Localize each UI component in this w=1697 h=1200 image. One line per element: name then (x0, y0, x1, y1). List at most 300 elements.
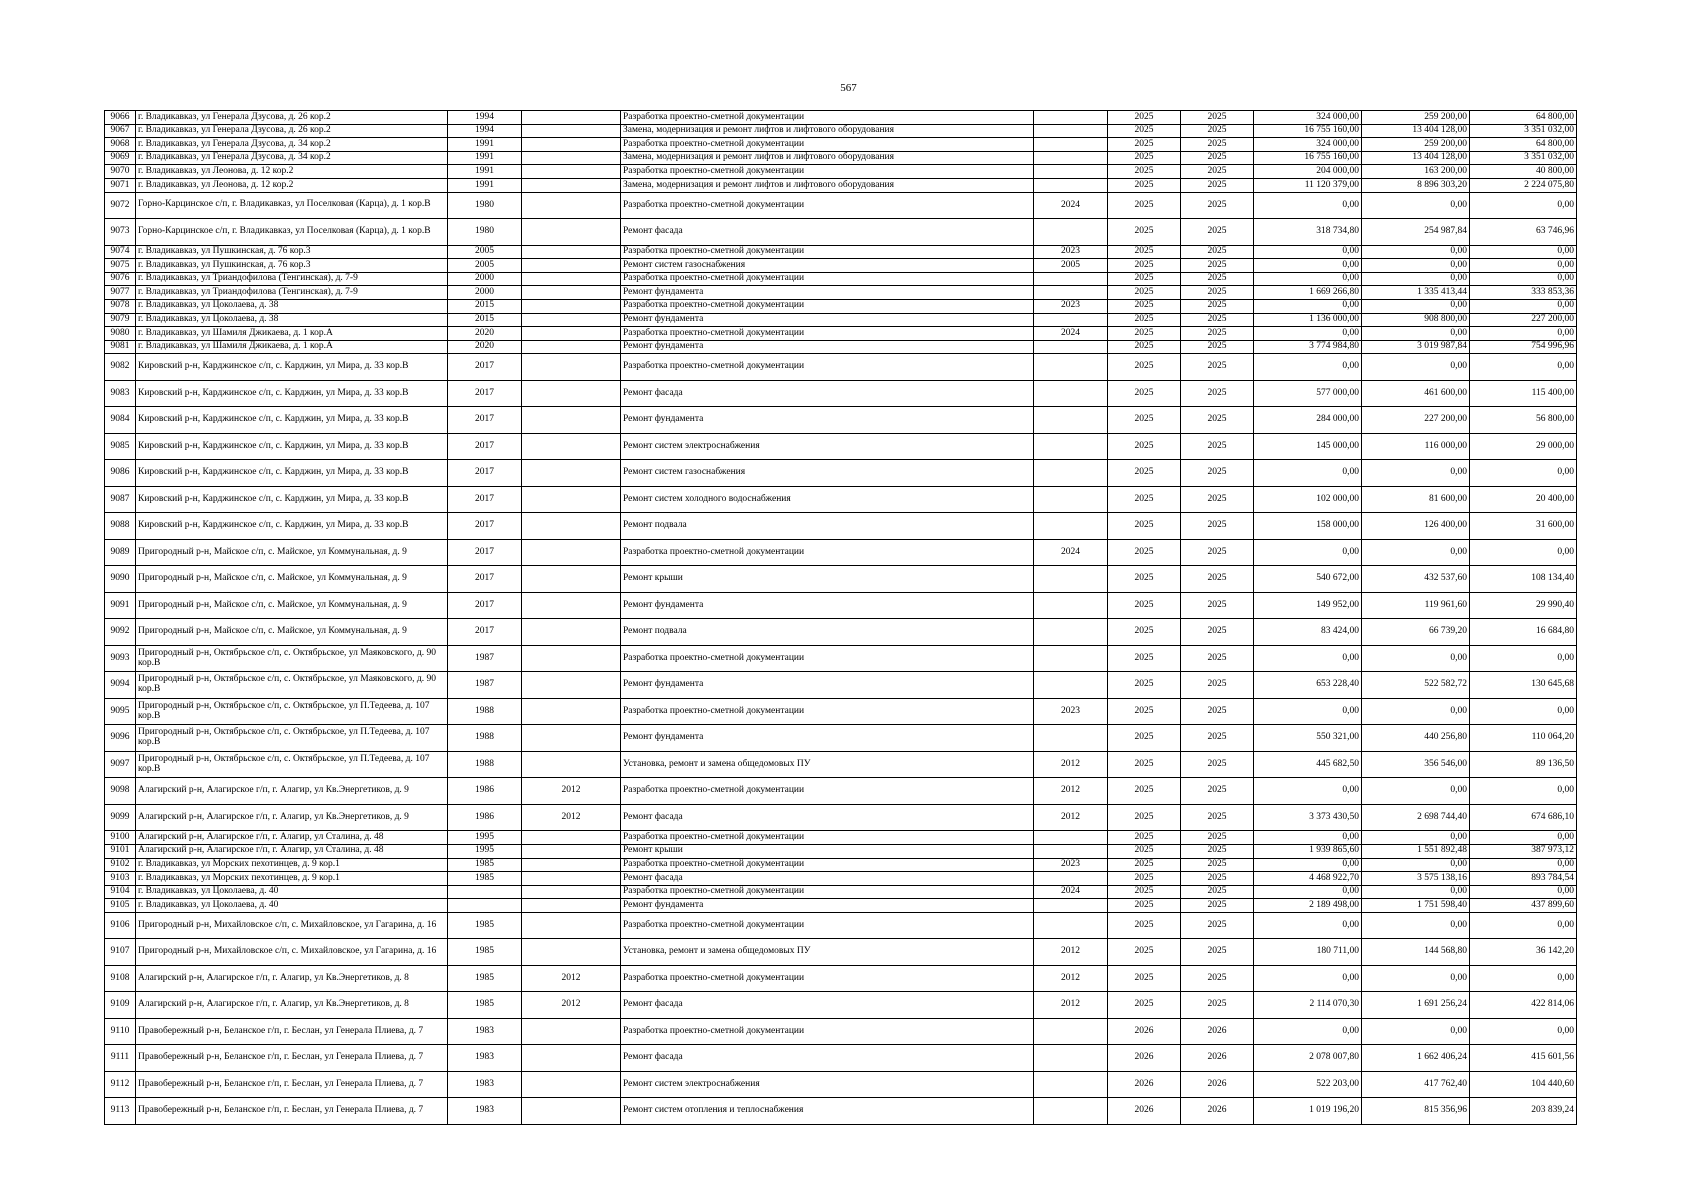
plan-end-year-cell: 2025 (1181, 327, 1254, 341)
total-cost-cell: 4 468 922,70 (1254, 872, 1362, 886)
owner-share-cell: 115 400,00 (1470, 380, 1577, 407)
plan-end-year-cell: 2025 (1181, 872, 1254, 886)
total-cost-cell: 0,00 (1254, 272, 1362, 286)
address-cell: г. Владикавказ, ул Морских пехотинцев, д. 9 кор.1 (136, 872, 448, 886)
address-cell: Кировский р-н, Карджинское с/п, с. Карджин, ул Мира, д. 33 кор.В (136, 407, 448, 434)
row-number: 9078 (105, 299, 136, 313)
work-year-cell (1034, 645, 1108, 672)
plan-start-year-cell: 2025 (1108, 725, 1181, 752)
table-row (105, 645, 1577, 672)
fund-share-cell: 0,00 (1362, 272, 1470, 286)
total-cost-cell: 204 000,00 (1254, 165, 1362, 179)
row-number: 9084 (105, 407, 136, 434)
work-type-cell: Замена, модернизация и ремонт лифтов и лифтового оборудования (621, 151, 1034, 165)
plan-end-year-cell: 2025 (1181, 138, 1254, 152)
work-type-cell: Разработка проектно-сметной документации (621, 354, 1034, 381)
total-cost-cell: 0,00 (1254, 698, 1362, 725)
owner-share-cell: 0,00 (1470, 192, 1577, 219)
address-cell: Алагирский р-н, Алагирское г/п, г. Алагир, ул Кв.Энергетиков, д. 9 (136, 804, 448, 831)
address-cell: Пригородный р-н, Михайловское с/п, с. Михайловское, ул Гагарина, д. 16 (136, 912, 448, 939)
address-cell: Алагирский р-н, Алагирское г/п, г. Алагир, ул Кв.Энергетиков, д. 9 (136, 778, 448, 805)
owner-share-cell: 108 134,40 (1470, 566, 1577, 593)
last-repair-year-cell (522, 912, 621, 939)
plan-start-year-cell: 2026 (1108, 1018, 1181, 1045)
commission-year-cell: 1991 (448, 178, 522, 192)
plan-end-year-cell: 2025 (1181, 751, 1254, 778)
plan-start-year-cell: 2025 (1108, 460, 1181, 487)
fund-share-cell: 0,00 (1362, 965, 1470, 992)
table-row (105, 725, 1577, 752)
owner-share-cell: 110 064,20 (1470, 725, 1577, 752)
commission-year-cell: 1987 (448, 672, 522, 699)
owner-share-cell: 0,00 (1470, 778, 1577, 805)
total-cost-cell: 102 000,00 (1254, 486, 1362, 513)
plan-start-year-cell: 2025 (1108, 592, 1181, 619)
row-number: 9113 (105, 1098, 136, 1125)
work-type-cell: Разработка проектно-сметной документации (621, 698, 1034, 725)
commission-year-cell: 1985 (448, 965, 522, 992)
total-cost-cell: 0,00 (1254, 858, 1362, 872)
address-cell: г. Владикавказ, ул Цоколаева, д. 40 (136, 885, 448, 899)
last-repair-year-cell (522, 245, 621, 259)
work-type-cell: Ремонт фундамента (621, 592, 1034, 619)
address-cell: Пригородный р-н, Октябрьское с/п, с. Октябрьское, ул П.Тедеева, д. 107 кор.В (136, 698, 448, 725)
plan-end-year-cell: 2025 (1181, 844, 1254, 858)
work-year-cell (1034, 619, 1108, 646)
address-cell: г. Владикавказ, ул Шамиля Джикаева, д. 1 кор.А (136, 327, 448, 341)
address-cell: г. Владикавказ, ул Триандофилова (Тенгинская), д. 7-9 (136, 286, 448, 300)
work-type-cell: Разработка проектно-сметной документации (621, 327, 1034, 341)
row-number: 9107 (105, 939, 136, 966)
plan-start-year-cell: 2025 (1108, 872, 1181, 886)
plan-start-year-cell: 2025 (1108, 539, 1181, 566)
address-cell: Кировский р-н, Карджинское с/п, с. Карджин, ул Мира, д. 33 кор.В (136, 513, 448, 540)
fund-share-cell: 13 404 128,00 (1362, 124, 1470, 138)
last-repair-year-cell (522, 672, 621, 699)
plan-end-year-cell: 2025 (1181, 899, 1254, 913)
last-repair-year-cell (522, 513, 621, 540)
address-cell: Алагирский р-н, Алагирское г/п, г. Алагир, ул Кв.Энергетиков, д. 8 (136, 965, 448, 992)
plan-end-year-cell: 2025 (1181, 619, 1254, 646)
plan-end-year-cell: 2026 (1181, 1018, 1254, 1045)
commission-year-cell: 2005 (448, 245, 522, 259)
commission-year-cell: 2015 (448, 299, 522, 313)
work-year-cell: 2023 (1034, 698, 1108, 725)
commission-year-cell: 2017 (448, 539, 522, 566)
row-number: 9108 (105, 965, 136, 992)
fund-share-cell: 116 000,00 (1362, 433, 1470, 460)
plan-end-year-cell: 2026 (1181, 1098, 1254, 1125)
plan-end-year-cell: 2025 (1181, 165, 1254, 179)
work-type-cell: Ремонт систем отопления и теплоснабжения (621, 1098, 1034, 1125)
table-row (105, 313, 1577, 327)
commission-year-cell: 1985 (448, 858, 522, 872)
commission-year-cell: 2017 (448, 354, 522, 381)
last-repair-year-cell (522, 872, 621, 886)
owner-share-cell: 36 142,20 (1470, 939, 1577, 966)
table-row (105, 566, 1577, 593)
total-cost-cell: 2 189 498,00 (1254, 899, 1362, 913)
total-cost-cell: 540 672,00 (1254, 566, 1362, 593)
commission-year-cell: 2000 (448, 286, 522, 300)
work-year-cell (1034, 912, 1108, 939)
commission-year-cell: 2017 (448, 619, 522, 646)
work-year-cell (1034, 165, 1108, 179)
address-cell: Кировский р-н, Карджинское с/п, с. Карджин, ул Мира, д. 33 кор.В (136, 460, 448, 487)
work-type-cell: Разработка проектно-сметной документации (621, 965, 1034, 992)
plan-end-year-cell: 2025 (1181, 778, 1254, 805)
commission-year-cell: 2000 (448, 272, 522, 286)
address-cell: Пригородный р-н, Майское с/п, с. Майское, ул Коммунальная, д. 9 (136, 566, 448, 593)
plan-start-year-cell: 2025 (1108, 286, 1181, 300)
fund-share-cell: 13 404 128,00 (1362, 151, 1470, 165)
total-cost-cell: 0,00 (1254, 299, 1362, 313)
plan-end-year-cell: 2025 (1181, 725, 1254, 752)
owner-share-cell: 0,00 (1470, 645, 1577, 672)
work-type-cell: Ремонт фасада (621, 1045, 1034, 1072)
total-cost-cell: 577 000,00 (1254, 380, 1362, 407)
plan-start-year-cell: 2025 (1108, 513, 1181, 540)
owner-share-cell: 104 440,60 (1470, 1071, 1577, 1098)
owner-share-cell: 415 601,56 (1470, 1045, 1577, 1072)
fund-share-cell: 432 537,60 (1362, 566, 1470, 593)
work-type-cell: Ремонт систем газоснабжения (621, 259, 1034, 273)
owner-share-cell: 0,00 (1470, 460, 1577, 487)
table-row (105, 698, 1577, 725)
address-cell: г. Владикавказ, ул Шамиля Джикаева, д. 1 кор.А (136, 340, 448, 354)
work-year-cell (1034, 219, 1108, 246)
plan-end-year-cell: 2025 (1181, 486, 1254, 513)
plan-end-year-cell: 2025 (1181, 672, 1254, 699)
fund-share-cell: 0,00 (1362, 354, 1470, 381)
commission-year-cell: 1994 (448, 124, 522, 138)
plan-end-year-cell: 2025 (1181, 245, 1254, 259)
plan-start-year-cell: 2026 (1108, 1045, 1181, 1072)
work-type-cell: Замена, модернизация и ремонт лифтов и лифтового оборудования (621, 124, 1034, 138)
fund-share-cell: 356 546,00 (1362, 751, 1470, 778)
work-type-cell: Разработка проектно-сметной документации (621, 138, 1034, 152)
last-repair-year-cell (522, 939, 621, 966)
fund-share-cell: 440 256,80 (1362, 725, 1470, 752)
work-type-cell: Ремонт систем холодного водоснабжения (621, 486, 1034, 513)
work-type-cell: Разработка проектно-сметной документации (621, 885, 1034, 899)
plan-start-year-cell: 2025 (1108, 433, 1181, 460)
work-type-cell: Ремонт фасада (621, 804, 1034, 831)
table-row (105, 138, 1577, 152)
work-type-cell: Разработка проектно-сметной документации (621, 858, 1034, 872)
plan-end-year-cell: 2025 (1181, 299, 1254, 313)
total-cost-cell: 0,00 (1254, 192, 1362, 219)
row-number: 9077 (105, 286, 136, 300)
owner-share-cell: 437 899,60 (1470, 899, 1577, 913)
last-repair-year-cell (522, 178, 621, 192)
total-cost-cell: 653 228,40 (1254, 672, 1362, 699)
work-type-cell: Разработка проектно-сметной документации (621, 165, 1034, 179)
work-type-cell: Ремонт фасада (621, 872, 1034, 886)
commission-year-cell: 1983 (448, 1018, 522, 1045)
row-number: 9103 (105, 872, 136, 886)
plan-start-year-cell: 2025 (1108, 178, 1181, 192)
work-year-cell (1034, 1098, 1108, 1125)
plan-start-year-cell: 2025 (1108, 619, 1181, 646)
last-repair-year-cell (522, 165, 621, 179)
owner-share-cell: 674 686,10 (1470, 804, 1577, 831)
owner-share-cell: 893 784,54 (1470, 872, 1577, 886)
owner-share-cell: 3 351 032,00 (1470, 151, 1577, 165)
plan-start-year-cell: 2025 (1108, 698, 1181, 725)
plan-start-year-cell: 2025 (1108, 165, 1181, 179)
work-year-cell: 2023 (1034, 299, 1108, 313)
total-cost-cell: 0,00 (1254, 1018, 1362, 1045)
address-cell: Пригородный р-н, Михайловское с/п, с. Михайловское, ул Гагарина, д. 16 (136, 939, 448, 966)
plan-end-year-cell: 2025 (1181, 858, 1254, 872)
total-cost-cell: 11 120 379,00 (1254, 178, 1362, 192)
commission-year-cell: 1991 (448, 151, 522, 165)
owner-share-cell: 0,00 (1470, 259, 1577, 273)
plan-end-year-cell: 2025 (1181, 831, 1254, 845)
commission-year-cell: 1991 (448, 138, 522, 152)
work-year-cell: 2023 (1034, 245, 1108, 259)
work-type-cell: Разработка проектно-сметной документации (621, 272, 1034, 286)
last-repair-year-cell (522, 111, 621, 125)
total-cost-cell: 550 321,00 (1254, 725, 1362, 752)
last-repair-year-cell (522, 619, 621, 646)
total-cost-cell: 145 000,00 (1254, 433, 1362, 460)
fund-share-cell: 0,00 (1362, 245, 1470, 259)
table-row (105, 858, 1577, 872)
last-repair-year-cell (522, 1018, 621, 1045)
plan-end-year-cell: 2025 (1181, 340, 1254, 354)
fund-share-cell: 0,00 (1362, 1018, 1470, 1045)
fund-share-cell: 461 600,00 (1362, 380, 1470, 407)
owner-share-cell: 63 746,96 (1470, 219, 1577, 246)
plan-start-year-cell: 2025 (1108, 327, 1181, 341)
table-row (105, 192, 1577, 219)
owner-share-cell: 203 839,24 (1470, 1098, 1577, 1125)
fund-share-cell: 259 200,00 (1362, 111, 1470, 125)
address-cell: г. Владикавказ, ул Генерала Дзусова, д. 26 кор.2 (136, 124, 448, 138)
total-cost-cell: 324 000,00 (1254, 138, 1362, 152)
work-year-cell (1034, 313, 1108, 327)
row-number: 9088 (105, 513, 136, 540)
last-repair-year-cell (522, 831, 621, 845)
row-number: 9093 (105, 645, 136, 672)
table-row (105, 327, 1577, 341)
fund-share-cell: 1 691 256,24 (1362, 992, 1470, 1019)
last-repair-year-cell (522, 1045, 621, 1072)
plan-start-year-cell: 2025 (1108, 844, 1181, 858)
commission-year-cell (448, 899, 522, 913)
work-year-cell (1034, 1018, 1108, 1045)
owner-share-cell: 2 224 075,80 (1470, 178, 1577, 192)
row-number: 9072 (105, 192, 136, 219)
work-year-cell: 2024 (1034, 192, 1108, 219)
commission-year-cell: 1994 (448, 111, 522, 125)
fund-share-cell: 1 662 406,24 (1362, 1045, 1470, 1072)
row-number: 9105 (105, 899, 136, 913)
owner-share-cell: 0,00 (1470, 272, 1577, 286)
work-year-cell: 2024 (1034, 327, 1108, 341)
row-number: 9099 (105, 804, 136, 831)
table-row (105, 178, 1577, 192)
register-table-body (105, 111, 1577, 1125)
work-type-cell: Ремонт крыши (621, 844, 1034, 858)
row-number: 9110 (105, 1018, 136, 1045)
owner-share-cell: 3 351 032,00 (1470, 124, 1577, 138)
fund-share-cell: 522 582,72 (1362, 672, 1470, 699)
work-year-cell: 2012 (1034, 778, 1108, 805)
plan-end-year-cell: 2025 (1181, 259, 1254, 273)
commission-year-cell: 2017 (448, 486, 522, 513)
work-type-cell: Замена, модернизация и ремонт лифтов и лифтового оборудования (621, 178, 1034, 192)
fund-share-cell: 119 961,60 (1362, 592, 1470, 619)
last-repair-year-cell (522, 899, 621, 913)
fund-share-cell: 81 600,00 (1362, 486, 1470, 513)
address-cell: г. Владикавказ, ул Леонова, д. 12 кор.2 (136, 165, 448, 179)
last-repair-year-cell: 2012 (522, 778, 621, 805)
fund-share-cell: 417 762,40 (1362, 1071, 1470, 1098)
work-type-cell: Разработка проектно-сметной документации (621, 1018, 1034, 1045)
commission-year-cell: 1980 (448, 219, 522, 246)
fund-share-cell: 0,00 (1362, 698, 1470, 725)
total-cost-cell: 0,00 (1254, 831, 1362, 845)
row-number: 9112 (105, 1071, 136, 1098)
commission-year-cell: 1988 (448, 698, 522, 725)
work-type-cell: Ремонт подвала (621, 619, 1034, 646)
plan-end-year-cell: 2025 (1181, 460, 1254, 487)
plan-start-year-cell: 2025 (1108, 566, 1181, 593)
work-year-cell (1034, 124, 1108, 138)
total-cost-cell: 2 078 007,80 (1254, 1045, 1362, 1072)
owner-share-cell: 0,00 (1470, 912, 1577, 939)
plan-end-year-cell: 2025 (1181, 111, 1254, 125)
commission-year-cell: 1983 (448, 1045, 522, 1072)
table-row (105, 219, 1577, 246)
plan-start-year-cell: 2025 (1108, 340, 1181, 354)
owner-share-cell: 0,00 (1470, 885, 1577, 899)
work-type-cell: Разработка проектно-сметной документации (621, 912, 1034, 939)
commission-year-cell: 1988 (448, 725, 522, 752)
address-cell: г. Владикавказ, ул Леонова, д. 12 кор.2 (136, 178, 448, 192)
work-type-cell: Разработка проектно-сметной документации (621, 111, 1034, 125)
table-row (105, 259, 1577, 273)
total-cost-cell: 180 711,00 (1254, 939, 1362, 966)
total-cost-cell: 0,00 (1254, 327, 1362, 341)
work-year-cell (1034, 899, 1108, 913)
fund-share-cell: 0,00 (1362, 912, 1470, 939)
commission-year-cell: 2017 (448, 566, 522, 593)
work-year-cell (1034, 151, 1108, 165)
work-year-cell (1034, 178, 1108, 192)
plan-start-year-cell: 2025 (1108, 885, 1181, 899)
row-number: 9066 (105, 111, 136, 125)
last-repair-year-cell (522, 299, 621, 313)
work-type-cell: Ремонт фундамента (621, 407, 1034, 434)
commission-year-cell: 1985 (448, 992, 522, 1019)
address-cell: г. Владикавказ, ул Пушкинская, д. 76 кор.3 (136, 259, 448, 273)
fund-share-cell: 227 200,00 (1362, 407, 1470, 434)
fund-share-cell: 126 400,00 (1362, 513, 1470, 540)
plan-end-year-cell: 2025 (1181, 592, 1254, 619)
commission-year-cell: 1986 (448, 804, 522, 831)
address-cell: Кировский р-н, Карджинское с/п, с. Карджин, ул Мира, д. 33 кор.В (136, 354, 448, 381)
work-year-cell (1034, 111, 1108, 125)
address-cell: г. Владикавказ, ул Цоколаева, д. 38 (136, 313, 448, 327)
total-cost-cell: 0,00 (1254, 885, 1362, 899)
work-year-cell (1034, 460, 1108, 487)
work-year-cell (1034, 340, 1108, 354)
table-row (105, 992, 1577, 1019)
commission-year-cell: 1991 (448, 165, 522, 179)
row-number: 9111 (105, 1045, 136, 1072)
fund-share-cell: 1 551 892,48 (1362, 844, 1470, 858)
plan-start-year-cell: 2025 (1108, 992, 1181, 1019)
address-cell: Правобережный р-н, Беланское г/п, г. Беслан, ул Генерала Плиева, д. 7 (136, 1018, 448, 1045)
fund-share-cell: 0,00 (1362, 259, 1470, 273)
last-repair-year-cell (522, 1098, 621, 1125)
commission-year-cell: 1983 (448, 1071, 522, 1098)
owner-share-cell: 227 200,00 (1470, 313, 1577, 327)
work-type-cell: Ремонт фундамента (621, 725, 1034, 752)
row-number: 9104 (105, 885, 136, 899)
address-cell: Кировский р-н, Карджинское с/п, с. Карджин, ул Мира, д. 33 кор.В (136, 433, 448, 460)
owner-share-cell: 422 814,06 (1470, 992, 1577, 1019)
commission-year-cell: 1987 (448, 645, 522, 672)
commission-year-cell: 2017 (448, 592, 522, 619)
plan-start-year-cell: 2025 (1108, 124, 1181, 138)
plan-start-year-cell: 2025 (1108, 259, 1181, 273)
owner-share-cell: 0,00 (1470, 327, 1577, 341)
table-row (105, 354, 1577, 381)
table-row (105, 872, 1577, 886)
address-cell: г. Владикавказ, ул Цоколаева, д. 38 (136, 299, 448, 313)
plan-start-year-cell: 2025 (1108, 965, 1181, 992)
plan-start-year-cell: 2025 (1108, 299, 1181, 313)
work-type-cell: Разработка проектно-сметной документации (621, 778, 1034, 805)
row-number: 9067 (105, 124, 136, 138)
row-number: 9070 (105, 165, 136, 179)
row-number: 9069 (105, 151, 136, 165)
plan-end-year-cell: 2025 (1181, 433, 1254, 460)
total-cost-cell: 324 000,00 (1254, 111, 1362, 125)
commission-year-cell: 2020 (448, 340, 522, 354)
total-cost-cell: 3 774 984,80 (1254, 340, 1362, 354)
address-cell: г. Владикавказ, ул Морских пехотинцев, д. 9 кор.1 (136, 858, 448, 872)
address-cell: Горно-Карцинское с/п, г. Владикавказ, ул Поселковая (Карца), д. 1 кор.В (136, 192, 448, 219)
register-table (104, 110, 1577, 1125)
work-type-cell: Ремонт фундамента (621, 286, 1034, 300)
plan-end-year-cell: 2025 (1181, 885, 1254, 899)
fund-share-cell: 908 800,00 (1362, 313, 1470, 327)
table-row (105, 340, 1577, 354)
total-cost-cell: 0,00 (1254, 645, 1362, 672)
last-repair-year-cell (522, 725, 621, 752)
row-number: 9096 (105, 725, 136, 752)
total-cost-cell: 3 373 430,50 (1254, 804, 1362, 831)
last-repair-year-cell: 2012 (522, 992, 621, 1019)
last-repair-year-cell: 2012 (522, 804, 621, 831)
commission-year-cell: 1983 (448, 1098, 522, 1125)
total-cost-cell: 1 019 196,20 (1254, 1098, 1362, 1125)
row-number: 9106 (105, 912, 136, 939)
commission-year-cell: 1995 (448, 831, 522, 845)
work-year-cell (1034, 1071, 1108, 1098)
plan-start-year-cell: 2026 (1108, 1071, 1181, 1098)
last-repair-year-cell (522, 486, 621, 513)
work-year-cell: 2005 (1034, 259, 1108, 273)
row-number: 9089 (105, 539, 136, 566)
row-number: 9081 (105, 340, 136, 354)
